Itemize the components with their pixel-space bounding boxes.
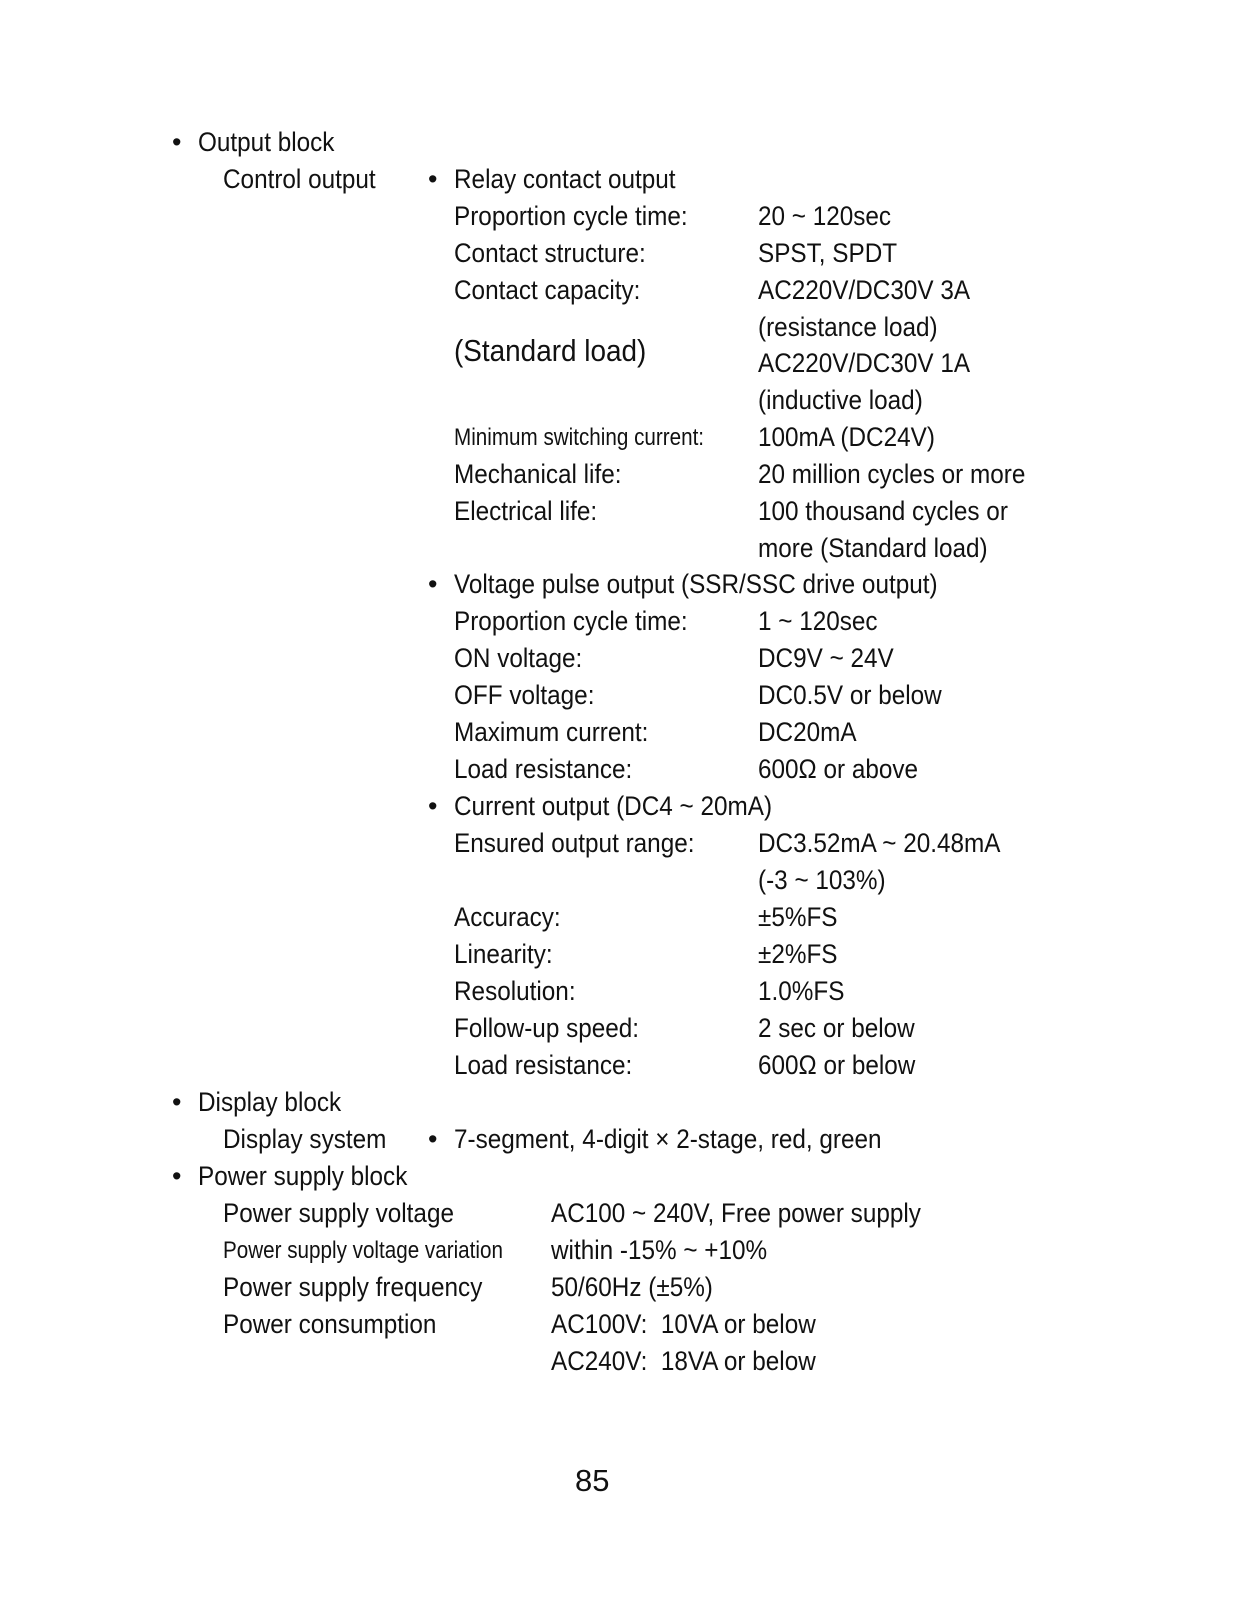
page-number: 85 (575, 1463, 610, 1498)
spec-value: DC20mA (758, 717, 857, 747)
subsection-heading-current-output: Current output (DC4 ~ 20mA) (454, 791, 773, 821)
spec-label: Power supply voltage (223, 1198, 454, 1228)
spec-label: Ensured output range: (454, 828, 695, 858)
spec-label: Follow-up speed: (454, 1013, 640, 1043)
spec-value: within -15% ~ +10% (551, 1235, 768, 1265)
spec-label: Electrical life: (454, 496, 598, 526)
spec-label: Power supply frequency (223, 1272, 483, 1302)
spec-value: ±2%FS (758, 939, 838, 969)
spec-value: 1 ~ 120sec (758, 606, 878, 636)
spec-value: 600Ω or above (758, 754, 919, 784)
spec-value: DC3.52mA ~ 20.48mA (758, 828, 1001, 858)
spec-value: 1.0%FS (758, 976, 845, 1006)
subsection-heading-voltage-pulse: Voltage pulse output (SSR/SSC drive output) (454, 569, 938, 599)
spec-value: AC240V: 18VA or below (551, 1346, 816, 1376)
section-heading-power-block: Power supply block (198, 1161, 408, 1191)
spec-value: more (Standard load) (758, 533, 988, 563)
display-system-value: 7-segment, 4-digit × 2-stage, red, green (454, 1124, 882, 1154)
spec-value: 20 ~ 120sec (758, 201, 892, 231)
spec-label: Mechanical life: (454, 459, 622, 489)
bullet: • (428, 791, 438, 821)
standard-load-label: (Standard load) (454, 333, 647, 368)
spec-label: Load resistance: (454, 1050, 633, 1080)
spec-value: (inductive load) (758, 385, 923, 415)
spec-value: DC0.5V or below (758, 680, 942, 710)
spec-value: SPST, SPDT (758, 238, 898, 268)
spec-label: OFF voltage: (454, 680, 595, 710)
spec-label: Maximum current: (454, 717, 649, 747)
spec-value: 2 sec or below (758, 1013, 915, 1043)
spec-value: 100mA (DC24V) (758, 422, 935, 452)
bullet: • (172, 127, 182, 157)
spec-value: 20 million cycles or more (758, 459, 1026, 489)
spec-label: Load resistance: (454, 754, 633, 784)
section-heading-display-block: Display block (198, 1087, 342, 1117)
bullet: • (172, 1087, 182, 1117)
spec-value: ±5%FS (758, 902, 838, 932)
spec-label: Resolution: (454, 976, 576, 1006)
spec-value: AC220V/DC30V 3A (758, 275, 971, 305)
spec-label: Power supply voltage variation (223, 1237, 503, 1264)
spec-value: AC100 ~ 240V, Free power supply (551, 1198, 921, 1228)
spec-value: AC220V/DC30V 1A (758, 348, 971, 378)
subsection-heading-relay: Relay contact output (454, 164, 676, 194)
bullet: • (428, 1124, 438, 1154)
spec-value: AC100V: 10VA or below (551, 1309, 816, 1339)
spec-label: Proportion cycle time: (454, 606, 688, 636)
control-output-label: Control output (223, 164, 376, 194)
spec-value: (resistance load) (758, 312, 938, 342)
spec-value: 600Ω or below (758, 1050, 916, 1080)
spec-label: Minimum switching current: (454, 424, 705, 451)
spec-label: Contact structure: (454, 238, 646, 268)
spec-label: Contact capacity: (454, 275, 641, 305)
section-heading-output-block: Output block (198, 127, 335, 157)
spec-label: Power consumption (223, 1309, 437, 1339)
spec-value: (-3 ~ 103%) (758, 865, 886, 895)
spec-value: 100 thousand cycles or (758, 496, 1008, 526)
spec-value: 50/60Hz (±5%) (551, 1272, 713, 1302)
spec-label: Accuracy: (454, 902, 561, 932)
bullet: • (428, 164, 438, 194)
bullet: • (172, 1161, 182, 1191)
bullet: • (428, 569, 438, 599)
spec-label: Linearity: (454, 939, 553, 969)
spec-label: ON voltage: (454, 643, 583, 673)
display-system-label: Display system (223, 1124, 387, 1154)
spec-value: DC9V ~ 24V (758, 643, 894, 673)
spec-label: Proportion cycle time: (454, 201, 688, 231)
